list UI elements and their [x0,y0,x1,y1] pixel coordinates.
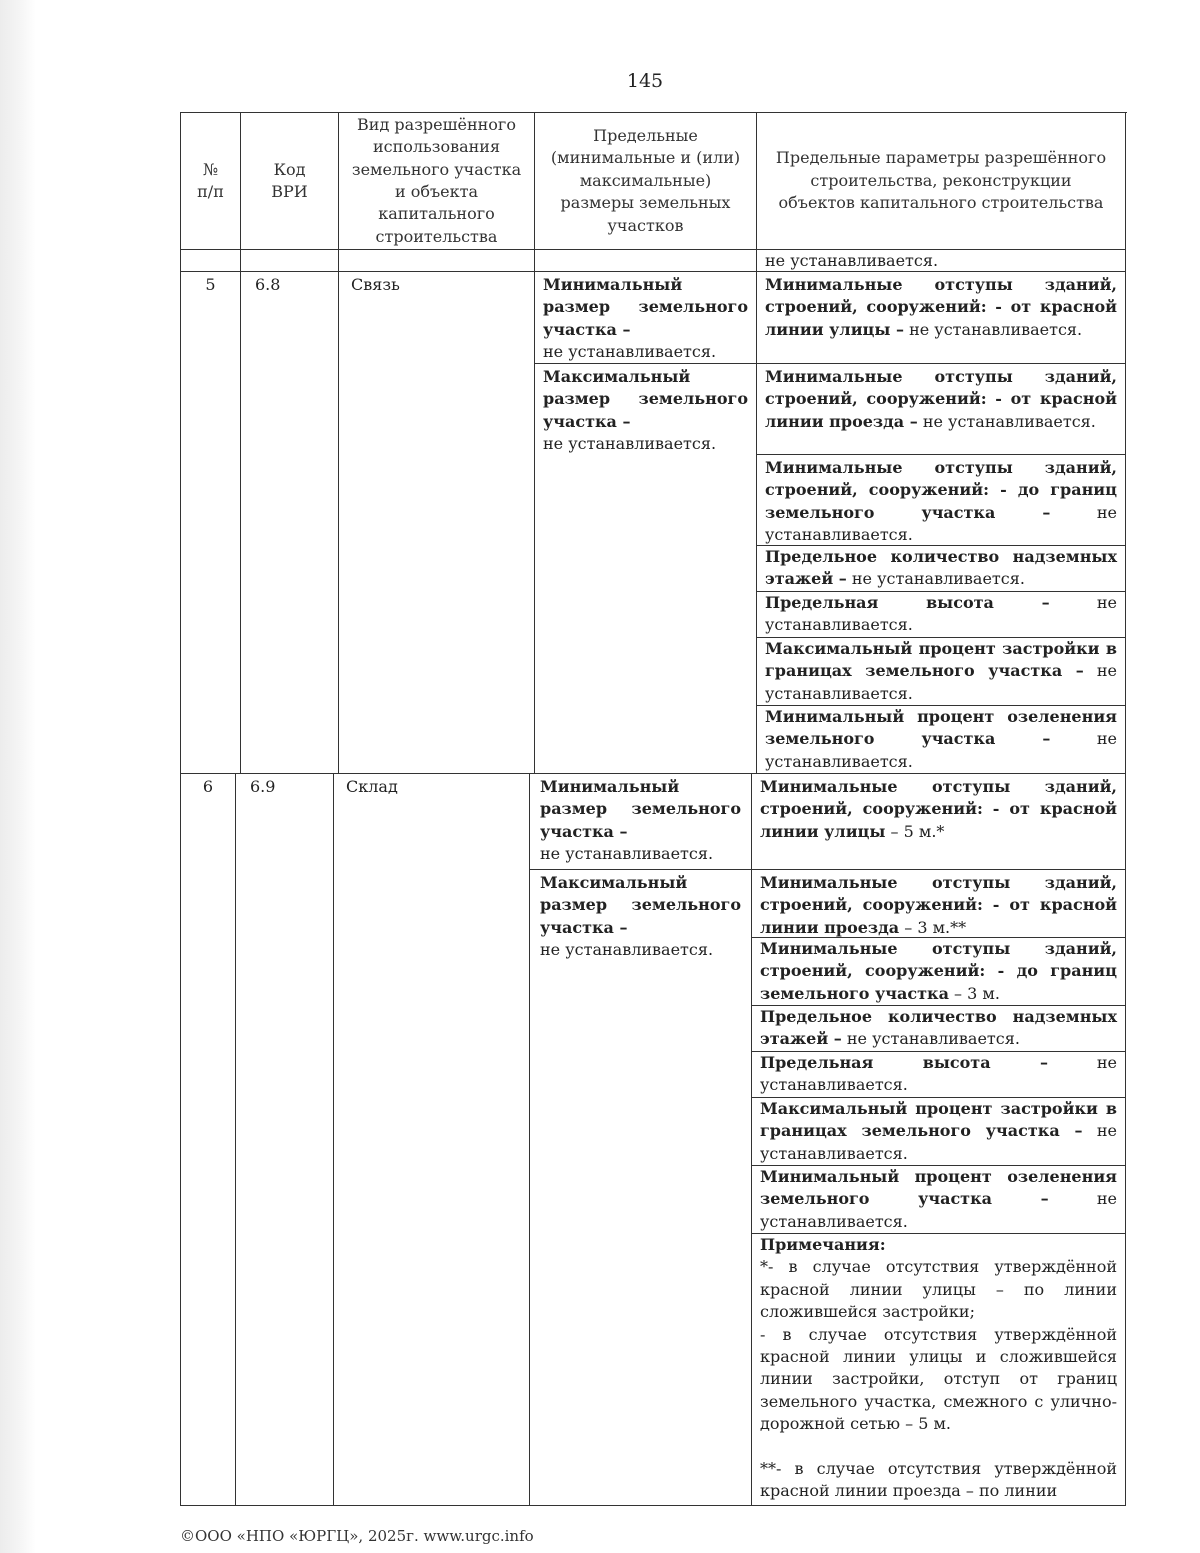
param-setback-boundary: Минимальные отступы зданий, строений, сооружений: - до границ земельного участка – 3 м. [752,938,1125,1006]
min-size-label: Минимальный размер земельного участка – [543,275,748,339]
header-num: № п/п [181,113,241,250]
header-name: Вид разрешённого использования земельного участка и объекта капитального строительства [339,113,535,250]
row-5-num: 5 [181,272,241,774]
param-setback-street: Минимальные отступы зданий, строений, сооружений: - от красной линии улицы – не устанавливается. [757,272,1125,364]
continuation-num [181,250,241,272]
param-setback-street: Минимальные отступы зданий, строений, сооружений: - от красной линии улицы – 5 м.* [752,774,1125,870]
row-6-params [752,774,1126,1506]
footer-copyright: ©ООО «НПО «ЮРГЦ», 2025г. www.urgc.info [180,1527,534,1545]
param-height: Предельная высота – не устанавливается. [752,1052,1125,1098]
max-size-label: Максимальный размер земельного участка – [543,367,748,431]
row-6-num: 6 [181,774,236,1506]
scan-edge [0,0,36,1553]
row-5-min-size [535,272,757,364]
param-floors: Предельное количество надземных этажей – не устанавливается. [752,1006,1125,1052]
notes [752,1234,1125,1505]
param-height: Предельная высота – не устанавливается. [757,592,1125,638]
note-2: - в случае отсутствия утверждённой красной линии улицы и сложившейся линии застройки, отступ от границ земельного участка, смежного с улично-дорожной сетью – 5 м. [760,1324,1117,1434]
row-6-min-size: Минимальный размер земельного участка – не устанавливается. [530,774,752,870]
continuation-code [241,250,339,272]
continuation-name [339,250,535,272]
regulations-table [180,112,1127,1506]
row-6-max-size: Максимальный размер земельного участка – не устанавливается. [530,870,752,1506]
continuation-size [535,250,757,272]
param-greening-percent: Минимальный процент озеленения земельного участка – не устанавливается. [752,1166,1125,1234]
page-number: 145 [626,70,664,92]
param-setback-boundary: Минимальные отступы зданий, строений, сооружений: - до границ земельного участка – не устанавливается. [757,455,1125,546]
note-1: *- в случае отсутствия утверждённой красной линии улицы – по линии сложившейся застройки; [760,1257,1117,1322]
param-building-percent: Максимальный процент застройки в границах земельного участка – не устанавливается. [752,1098,1125,1166]
min-size-value: не устанавливается. [543,342,717,362]
param-setback-passage: Минимальные отступы зданий, строений, сооружений: - от красной линии проезда – 3 м.** [752,870,1125,938]
notes-title: Примечания: [760,1235,886,1254]
row-5-name: Связь [339,272,535,774]
header-size: Предельные (минимальные и (или) максимальные) размеры земельных участков [535,113,757,250]
row-5-params [757,272,1126,774]
row-5-max-size [535,364,757,774]
param-floors: Предельное количество надземных этажей – не устанавливается. [757,546,1125,592]
row-5-code: 6.8 [241,272,339,774]
header-params: Предельные параметры разрешённого строительства, реконструкции объектов капитального строительства [757,113,1126,250]
row-6-code: 6.9 [236,774,334,1506]
param-building-percent: Максимальный процент застройки в границах земельного участка – не устанавливается. [757,638,1125,706]
row-6-name: Склад [334,774,530,1506]
continuation-params: не устанавливается. [757,250,1126,272]
param-greening-percent: Минимальный процент озеленения земельного участка – не устанавливается. [765,707,1117,771]
header-code: Код ВРИ [241,113,339,250]
param-setback-passage: Минимальные отступы зданий, строений, сооружений: - от красной линии проезда – не устанавливается. [757,364,1125,455]
note-3: **- в случае отсутствия утверждённой красной линии проезда – по линии [760,1458,1117,1501]
max-size-value: не устанавливается. [543,434,717,454]
